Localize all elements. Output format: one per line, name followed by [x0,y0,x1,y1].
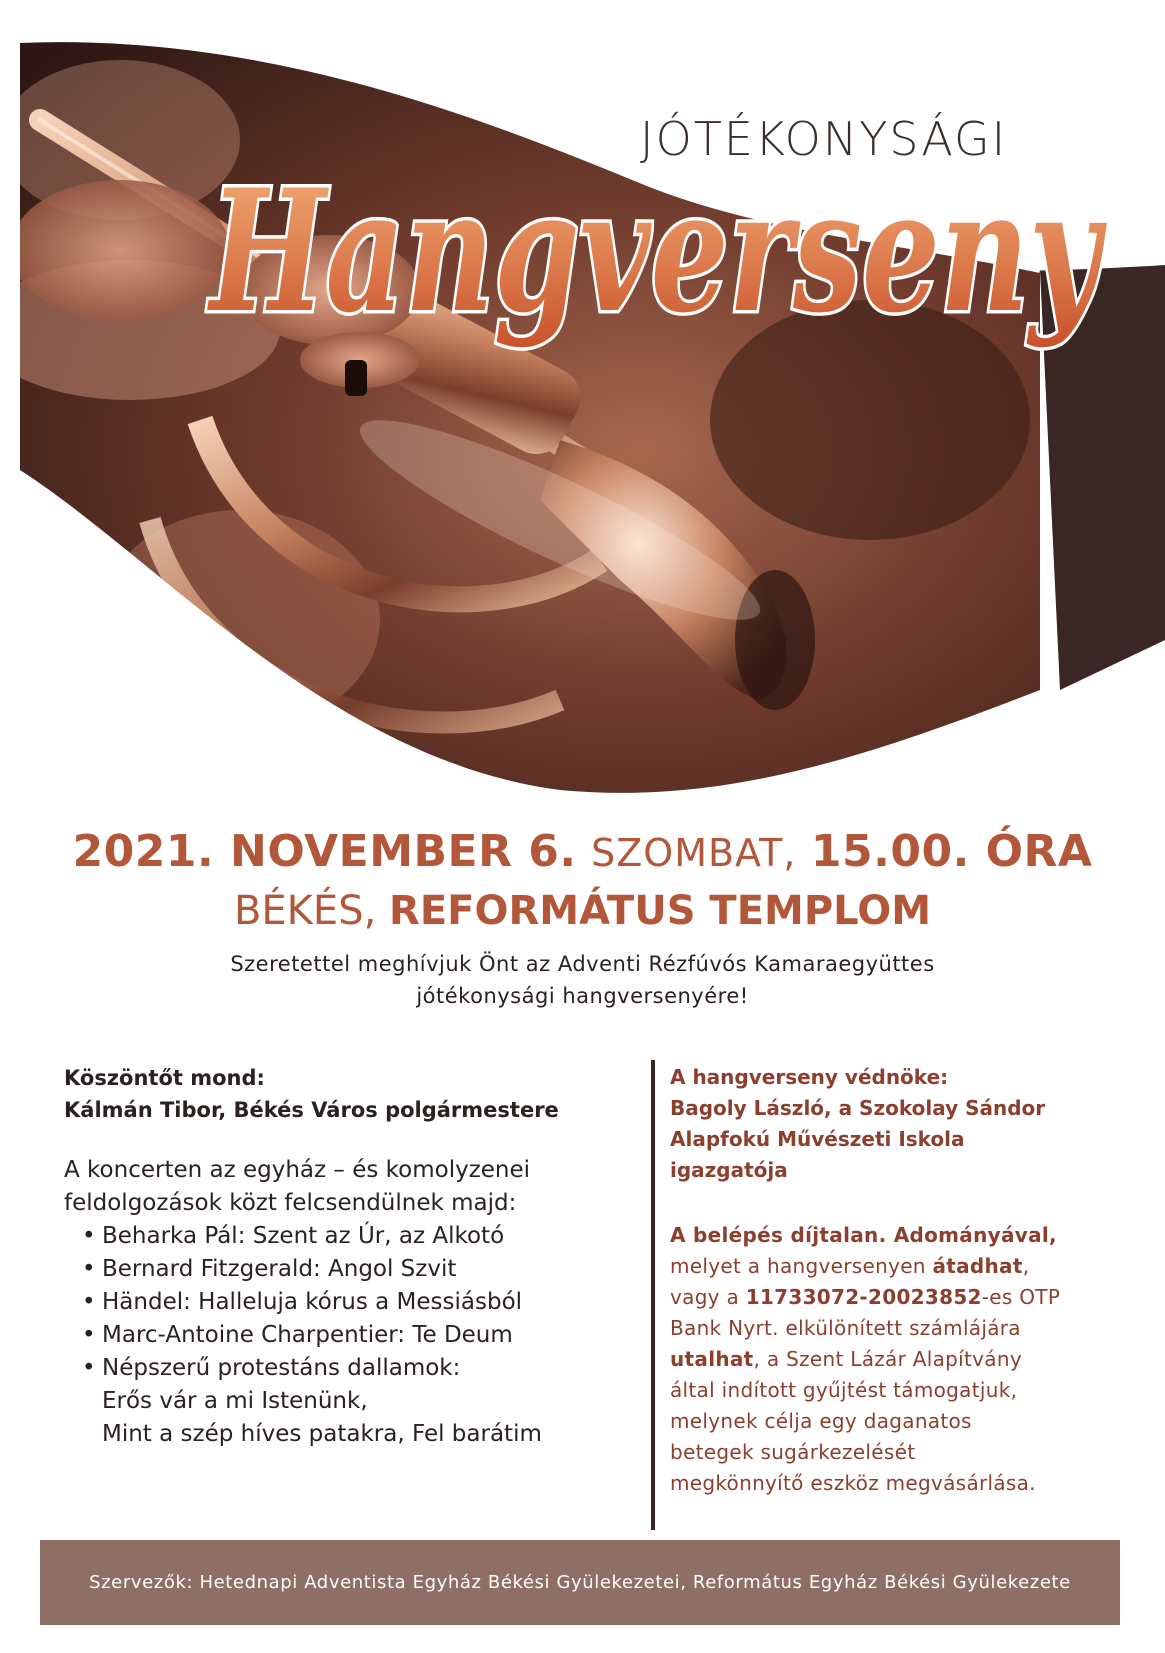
donation-line: melyet a hangversenyen átadhat, [670,1254,1030,1278]
program-intro-line: feldolgozások közt felcsendülnek majd: [64,1190,517,1216]
organizers-footer [40,1540,1120,1625]
patron-line: igazgatója [670,1158,788,1182]
invitation-line: jótékonysági hangversenyére! [416,984,749,1008]
program-intro-line: A koncerten az egyház – és komolyzenei [64,1157,531,1183]
event-venue-line [0,888,1165,934]
organizers-text: Szervezők: Hetednapi Adventista Egyház Békési Gyülekezetei, Református Egyház Békési Gyülekezete [89,1572,1071,1593]
patron-line: Bagoly László, a Szokolay Sándor [670,1096,1046,1120]
event-date-line [0,826,1165,877]
event-subtitle: JÓTÉKONYSÁGI [640,112,1008,166]
donation-line: megkönnyítő eszköz megvásárlása. [670,1471,1036,1495]
program-item: • Népszerű protestáns dallamok: [82,1352,654,1385]
greeting-speaker: Kálmán Tibor, Békés Város polgármestere [64,1098,559,1122]
donation-line: betegek sugárkezelését [670,1440,916,1464]
patron-block [670,1062,1110,1186]
donation-line: melynek célja egy daganatos [670,1409,972,1433]
donation-block [670,1220,1110,1499]
bullet-dot-icon: • [82,1322,96,1348]
invitation-line: Szeretettel meghívjuk Önt az Adventi Rézfúvós Kamaraegyüttes [230,952,935,976]
event-date: 2021. NOVEMBER 6. [72,826,577,877]
program-list [64,1220,654,1451]
program-intro [64,1154,654,1220]
donation-line: által indított gyűjtést támogatjuk, [670,1378,1018,1402]
donation-line: vagy a 11733072-20023852-es OTP [670,1285,1061,1309]
event-title-script [200,160,1120,380]
event-city: BÉKÉS, [233,888,377,934]
program-item-continuation: Erős vár a mi Istenünk, [102,1388,368,1414]
info-column [670,1062,1110,1499]
bullet-dot-icon: • [82,1223,96,1249]
patron-line: A hangverseny védnöke: [670,1065,949,1089]
program-item: • Marc-Antoine Charpentier: Te Deum [82,1319,654,1352]
bank-account-number: 11733072-20023852 [745,1285,982,1309]
patron-line: Alapfokú Művészeti Iskola [670,1127,965,1151]
donation-line: A belépés díjtalan. Adományával, [670,1223,1057,1247]
event-day: SZOMBAT, [591,831,797,875]
event-venue: REFORMÁTUS TEMPLOM [389,888,932,934]
greeting-label: Köszöntőt mond: [64,1066,265,1090]
program-item: • Händel: Halleluja kórus a Messiásból [82,1286,654,1319]
event-time: 15.00. ÓRA [810,826,1093,877]
program-item: • Beharka Pál: Szent az Úr, az Alkotó [82,1220,654,1253]
program-item-continuation: Mint a szép híves patakra, Fel barátim [102,1421,542,1447]
program-column [64,1062,654,1451]
hero-photo [0,0,1165,820]
event-title-text: Hangverseny [207,160,1108,350]
bullet-dot-icon: • [82,1289,96,1315]
program-item: • Bernard Fitzgerald: Angol Szvit [82,1253,654,1286]
invitation-text [0,948,1165,1012]
bullet-dot-icon: • [82,1355,96,1381]
donation-line: utalhat, a Szent Lázár Alapítvány [670,1347,1022,1371]
donation-line: Bank Nyrt. elkülönített számlájára [670,1316,1021,1340]
column-divider [651,1060,655,1530]
bullet-dot-icon: • [82,1256,96,1282]
